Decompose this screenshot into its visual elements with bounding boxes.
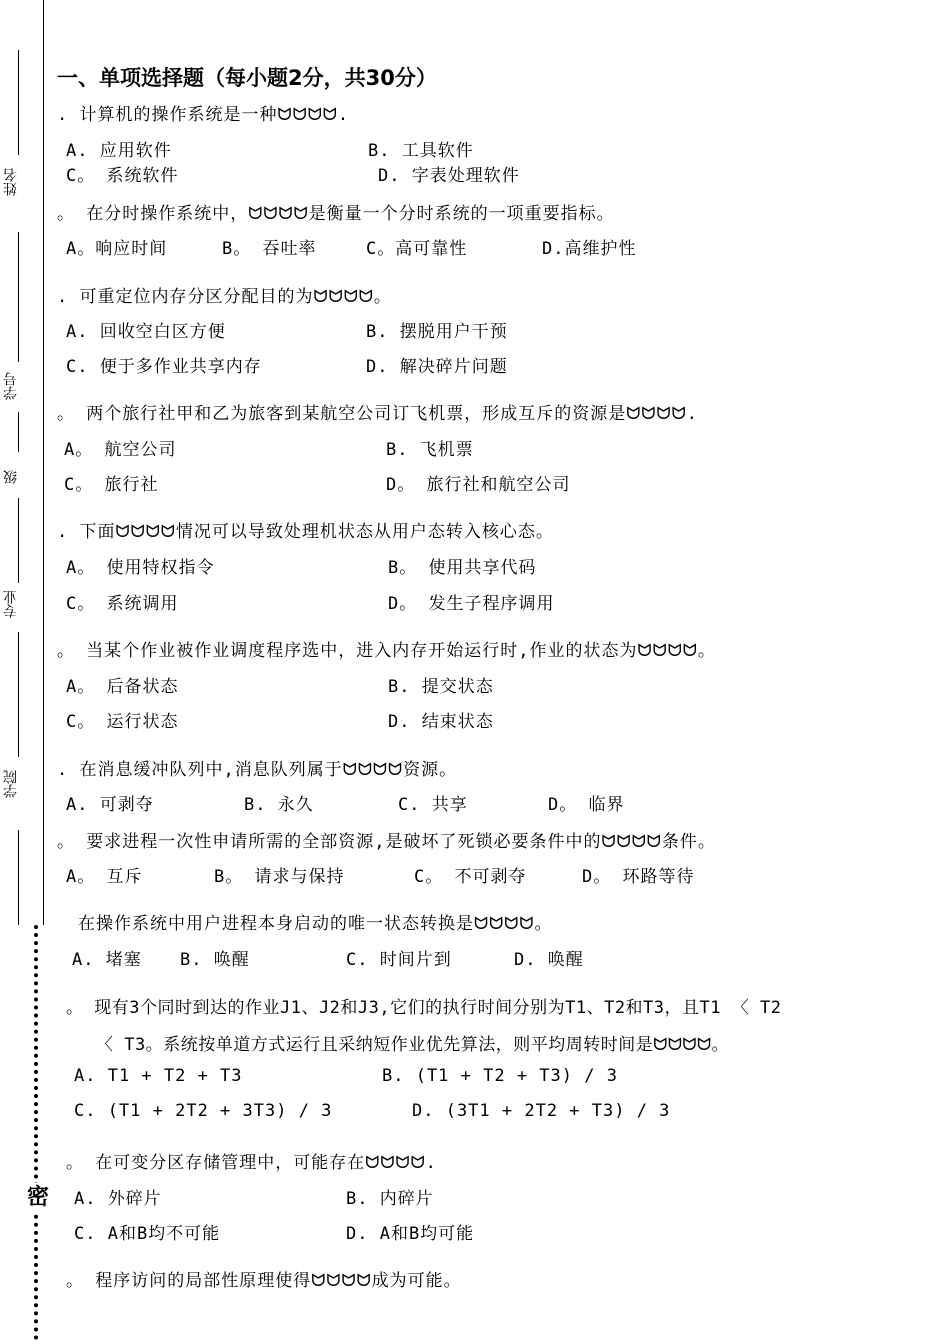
question-7-option-a: A. 可剥夺 <box>66 795 154 815</box>
question-9-option-a: A. 堵塞 <box>72 950 142 970</box>
question-7-option-d: D。 临界 <box>548 795 625 815</box>
question-1-option-d: D. 字表处理软件 <box>378 166 520 186</box>
question-11-option-d: D. A和B均可能 <box>346 1224 475 1244</box>
section-title: 一、单项选择题（每小题2分，共30分） <box>57 66 437 90</box>
question-4-option-c: C。 旅行社 <box>64 475 159 495</box>
question-9-stem: 在操作系统中用户进程本身启动的唯一状态转换是ᗢᗢᗢᗢ。 <box>78 914 553 934</box>
question-3-option-d: D. 解决碎片问题 <box>366 357 508 377</box>
question-10-stem: 。 现有3个同时到达的作业J1、J2和J3,它们的执行时间分别为T1、T2和T3，且T1 〈 T2 <box>66 998 782 1018</box>
question-2-option-c: C。高可靠性 <box>366 239 468 259</box>
margin-label-class: 级 <box>3 470 19 484</box>
question-8-stem: 。 要求进程一次性申请所需的全部资源,是破坏了死锁必要条件中的ᗢᗢᗢᗢ条件。 <box>57 832 716 852</box>
question-2-option-a: A。响应时间 <box>66 239 168 259</box>
seal-dotted-line <box>34 925 38 1340</box>
question-1-stem: . 计算机的操作系统是一种ᗢᗢᗢᗢ. <box>57 105 350 125</box>
seal-mark: 密 <box>27 1184 50 1210</box>
question-8-option-b: B。 请求与保持 <box>214 867 345 887</box>
question-7-option-c: C. 共享 <box>398 795 468 815</box>
question-11-option-c: C. A和B均不可能 <box>74 1224 221 1244</box>
question-8-option-c: C。 不可剥夺 <box>414 867 527 887</box>
question-1-option-a: A. 应用软件 <box>66 141 172 161</box>
question-6-option-d: D. 结束状态 <box>388 712 494 732</box>
margin-label-student-id: 学号 <box>3 372 19 400</box>
question-5-option-b: B。 使用共享代码 <box>388 558 537 578</box>
margin-label-major: 专业 <box>3 590 19 618</box>
question-2-option-d: D.高维护性 <box>542 239 637 259</box>
margin-blank-bottom <box>18 830 19 925</box>
question-3-option-b: B. 摆脱用户干预 <box>366 322 508 342</box>
question-8-option-a: A。 互斥 <box>66 867 143 887</box>
margin-blank-college <box>18 632 19 757</box>
binding-line <box>43 0 44 925</box>
question-10-stem-continued: 〈 T3。系统按单道方式运行且采纳短作业优先算法，则平均周转时间是ᗢᗢᗢᗢ。 <box>96 1035 730 1055</box>
question-7-stem: . 在消息缓冲队列中,消息队列属于ᗢᗢᗢᗢ资源。 <box>57 760 458 780</box>
question-11-option-b: B. 内碎片 <box>346 1189 434 1209</box>
margin-blank-major <box>18 498 19 583</box>
question-3-option-c: C. 便于多作业共享内存 <box>66 357 262 377</box>
question-3-stem: . 可重定位内存分区分配目的为ᗢᗢᗢᗢ。 <box>57 287 392 307</box>
question-11-option-a: A. 外碎片 <box>74 1189 162 1209</box>
question-5-option-c: C。 系统调用 <box>66 594 179 614</box>
question-4-option-a: A。 航空公司 <box>64 440 177 460</box>
question-10-option-b: B. (T1 + T2 + T3) / 3 <box>382 1066 618 1086</box>
question-8-option-d: D。 环路等待 <box>582 867 695 887</box>
question-6-option-c: C。 运行状态 <box>66 712 179 732</box>
question-1-option-b: B. 工具软件 <box>368 141 474 161</box>
question-5-option-a: A。 使用特权指令 <box>66 558 215 578</box>
margin-blank-name <box>18 50 19 155</box>
question-11-stem: 。 在可变分区存储管理中，可能存在ᗢᗢᗢᗢ. <box>66 1153 437 1173</box>
question-4-option-d: D。 旅行社和航空公司 <box>386 475 571 495</box>
question-1-option-c: C。 系统软件 <box>66 166 179 186</box>
question-12-stem: 。 程序访问的局部性原理使得ᗢᗢᗢᗢ成为可能。 <box>66 1271 462 1291</box>
question-10-option-d: D. (3T1 + 2T2 + T3) / 3 <box>412 1101 671 1121</box>
question-2-stem: 。 在分时操作系统中，ᗢᗢᗢᗢ是衡量一个分时系统的一项重要指标。 <box>57 204 615 224</box>
question-6-stem: 。 当某个作业被作业调度程序选中，进入内存开始运行时,作业的状态为ᗢᗢᗢᗢ。 <box>57 641 716 661</box>
question-9-option-b: B. 唤醒 <box>180 950 250 970</box>
question-6-option-a: A。 后备状态 <box>66 677 179 697</box>
margin-blank-id <box>18 232 19 362</box>
margin-blank-class <box>18 412 19 452</box>
question-2-option-b: B。 吞吐率 <box>222 239 317 259</box>
question-10-option-c: C. (T1 + 2T2 + 3T3) / 3 <box>74 1101 333 1121</box>
margin-label-name: 姓名 <box>3 168 19 196</box>
question-5-option-d: D。 发生子程序调用 <box>388 594 555 614</box>
question-9-option-d: D. 唤醒 <box>514 950 584 970</box>
question-6-option-b: B. 提交状态 <box>388 677 494 697</box>
question-3-option-a: A. 回收空白区方便 <box>66 322 226 342</box>
question-4-option-b: B. 飞机票 <box>386 440 474 460</box>
question-10-option-a: A. T1 + T2 + T3 <box>74 1066 243 1086</box>
question-5-stem: . 下面ᗢᗢᗢᗢ情况可以导致处理机状态从用户态转入核心态。 <box>57 522 554 542</box>
margin-label-college: 学院 <box>3 770 19 798</box>
question-4-stem: 。 两个旅行社甲和乙为旅客到某航空公司订飞机票，形成互斥的资源是ᗢᗢᗢᗢ. <box>57 404 698 424</box>
question-7-option-b: B. 永久 <box>244 795 314 815</box>
question-9-option-c: C. 时间片到 <box>346 950 452 970</box>
